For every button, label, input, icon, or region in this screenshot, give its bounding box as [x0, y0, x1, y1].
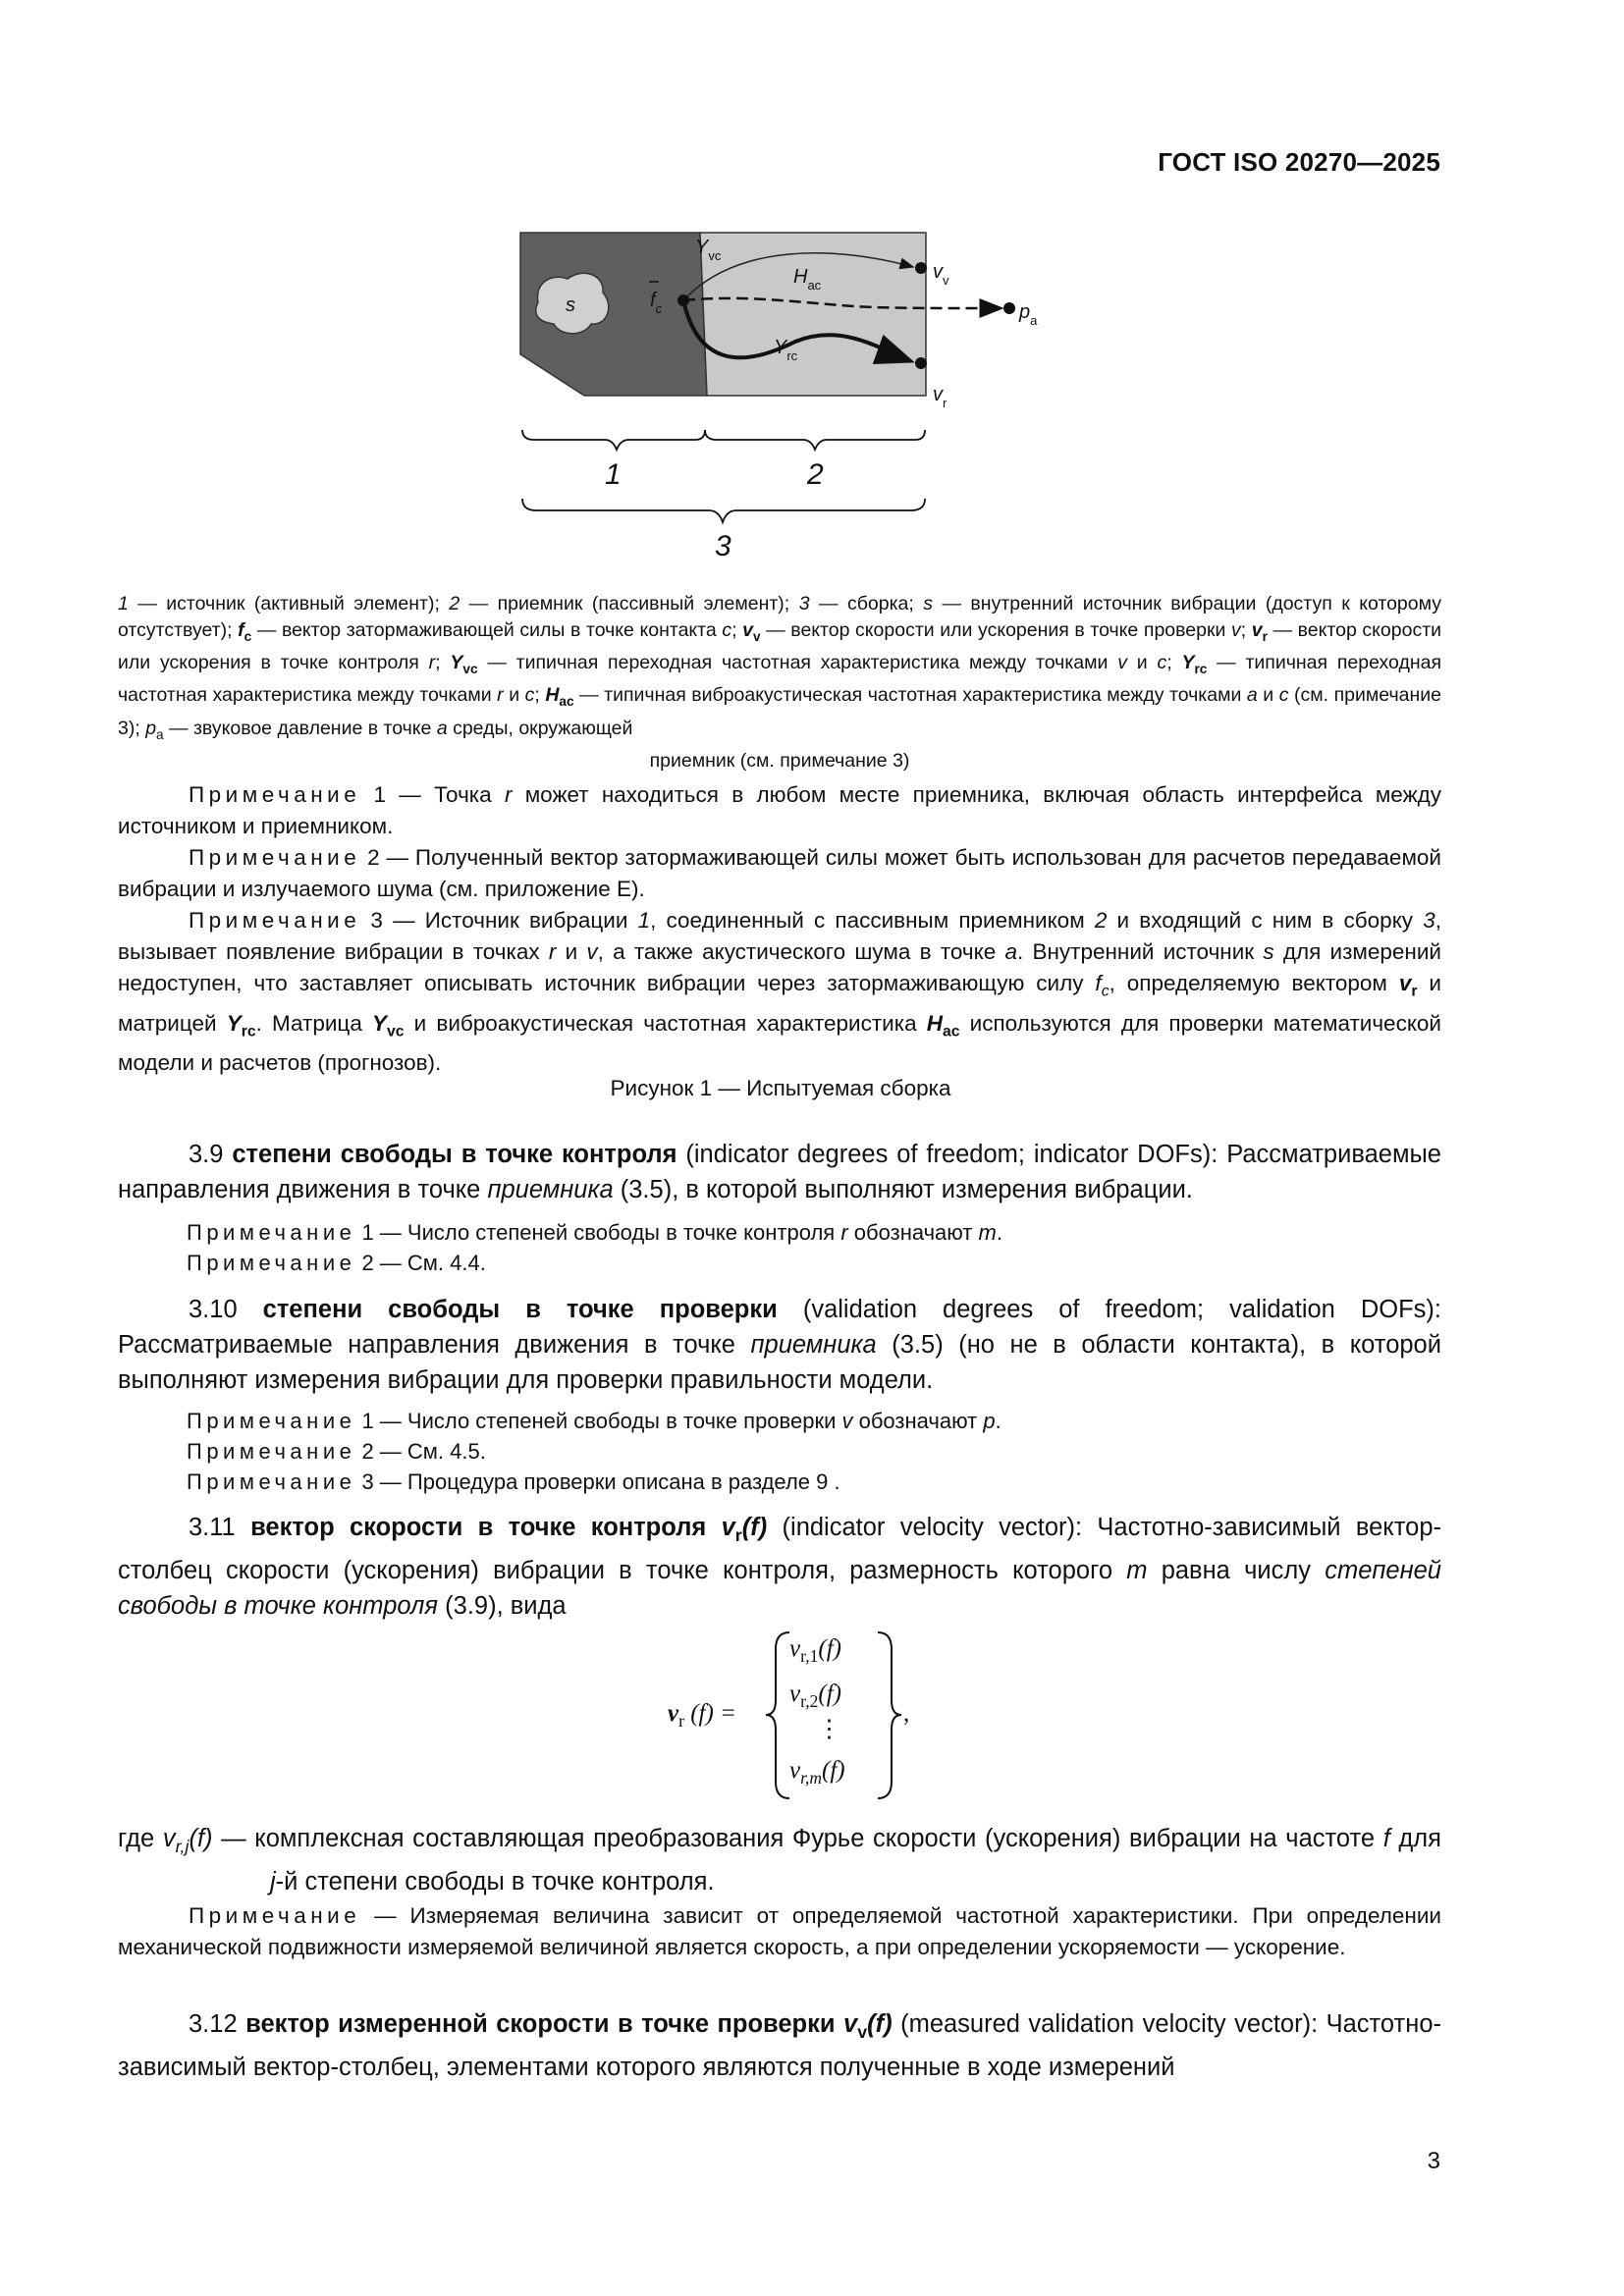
term-3-9: 3.9 степени свободы в точке контроля (indicator degrees of freedom; indicator DOFs): Рассматриваемые направления движения в точке приемника (3.5), в которой выполняют измерения вибрации. [118, 1141, 1441, 1203]
receiver-region [700, 233, 926, 396]
label-vr: $v_r$ [933, 384, 947, 410]
label-3: 3 [715, 530, 731, 562]
label-yrc: $Y_{rc}$ [774, 337, 798, 363]
label-vv: $v_v$ [933, 261, 949, 288]
point-a [1003, 302, 1015, 314]
label-1: 1 [605, 458, 622, 491]
term-3-11-note: Примечание — Измеряемая величина зависит от определяемой частотной характеристики. При определении механической подвижности измеряемой величиной является скорость, а при определении ускоряемости — ускорение. [118, 1903, 1441, 1959]
brace-2 [705, 430, 925, 450]
point-r [915, 357, 927, 369]
brace-3 [522, 499, 925, 522]
figure-legend: 1 — источник (активный элемент); 2 — приемник (пассивный элемент); 3 — сборка; s — внутренний источник вибрации (доступ к которому отсутствует); $f_c$ — вектор затормаживающей силы в точке контакта c; $v_v$ — вектор скорости или ускорения в точке проверки v; $v_r$ — вектор скорости или ускорения в точке контроля r; $Y_{vc}$ — типичная переходная частотная характеристика между точками v и c; $Y_{rc}$ — типичная переходная частотная характеристика между точками r и c; $H_{ac}$ — типичная виброакустическая частотная характеристика между точками a и c (см. примечание 3); $p_a$ — звуковое давление в точке a среды, окружающей приемник (см. примечание 3) [118, 593, 1442, 773]
term-3-10: 3.10 степени свободы в точке проверки (validation degrees of freedom; validation DOFs): Рассматриваемые направления движения в точке приемника (3.5) (но не в области контакта), в которой выполняют измерения вибрации для проверки правильности модели. [118, 1296, 1441, 1394]
label-2: 2 [807, 458, 824, 491]
label-hac: $H_{ac}$ [793, 266, 822, 293]
term-3-9-notes: Примечание 1 — Число степеней свободы в точке контроля r обозначают m. Примечание 2 — См. 4.4. [187, 1220, 1002, 1275]
vector-formula: $v_r$ (f) = $v_{r,1}(f)$ $v_{r,2}(f)$ ⋮ $v_{r,m}(f)$ , [668, 1629, 923, 1801]
assembly-diagram [511, 224, 1041, 572]
figure-notes: Примечание 1 — Точка r может находиться в любом месте приемника, включая область интерфейса между источником и приемником. Примечание 2 — Полученный вектор затормаживающей силы может быть использован для расчетов передаваемой вибрации и излучаемого шума (см. приложение Е). Примечание 3 — Источник вибрации 1, соединенный с пассивным приемником 2 и входящий с ним в сборку 3, вызывает появление вибрации в точках r и v, а также акустического шума в точке a. Внутренний источник s для измерений недоступен, что заставляет описывать источник вибрации через затормаживающую силу $f_c$, определяемую вектором $v_r$ и матрицей $Y_{rc}$. Матрица $Y_{vc}$ и виброакустическая частотная характеристика $H_{ac}$ используются для проверки математической модели и расчетов (прогнозов). [118, 782, 1441, 1075]
label-yvc: $Y_{vc}$ [695, 237, 722, 263]
label-s: s [566, 294, 575, 316]
where-clause: где $v_{r,j}(f)$ — комплексная составляющая преобразования Фурье скорости (ускорения) вибрации на частоте f для j-й степени свободы в точке контроля. [118, 1825, 1441, 1896]
term-3-11: 3.11 вектор скорости в точке контроля $v_r(f)$ (indicator velocity vector): Частотно-зависимый вектор-столбец скорости (ускорения) вибрации в точке контроля, размерность которого m равна числу степеней свободы в точке контроля (3.9), вида [118, 1514, 1441, 1621]
label-fc: $f_c$ [650, 290, 663, 316]
term-3-10-notes: Примечание 1 — Число степеней свободы в точке проверки v обозначают p. Примечание 2 — См. 4.5. Примечание 3 — Процедура проверки описана в разделе 9 . [187, 1409, 1001, 1494]
page-number: 3 [1427, 2148, 1440, 2174]
point-c [677, 294, 689, 306]
document-header: ГОСТ ISO 20270—2025 [1158, 147, 1440, 177]
right-brace [874, 1629, 903, 1801]
label-pa: $p_a$ [1019, 301, 1038, 328]
brace-1 [522, 430, 705, 450]
figure-caption: Рисунок 1 — Испытуемая сборка [610, 1076, 951, 1100]
point-v [915, 262, 927, 274]
term-3-12: 3.12 вектор измеренной скорости в точке проверки $v_v(f)$ (measured validation velocity vector): Частотно-зависимый вектор-столбец, элементами которого являются полученные в ходе измерений [118, 2010, 1441, 2082]
